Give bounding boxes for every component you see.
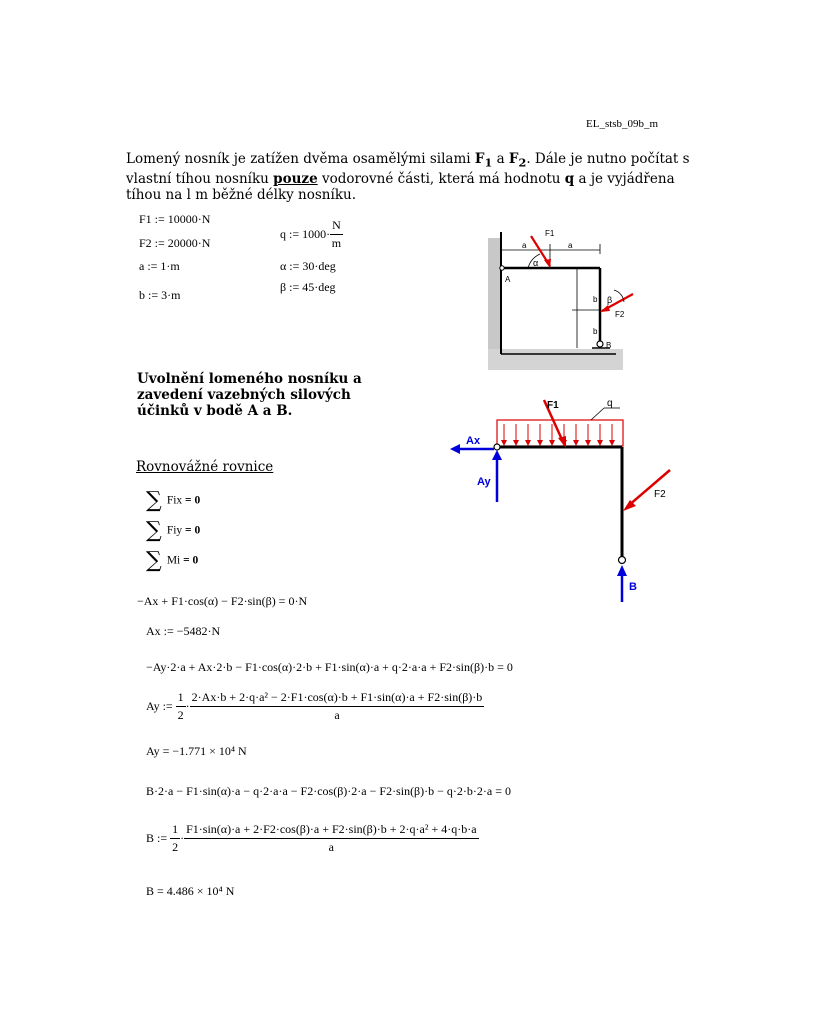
given-q	[280, 218, 343, 251]
formula-ay-den: a	[334, 708, 340, 722]
fig2-ax-head	[450, 444, 460, 454]
formula-ay-half-num: 1	[176, 690, 186, 707]
formula-b-half-num: 1	[170, 822, 180, 839]
fig1-label-a2: a	[568, 241, 573, 250]
given-q-den: m	[331, 236, 342, 250]
support-a	[500, 266, 504, 270]
release-line-3	[137, 403, 367, 419]
intro-pouze: pouze	[273, 170, 318, 187]
sum-mi	[146, 548, 198, 573]
intro-q: q	[564, 170, 575, 187]
fig1-label-b1: b	[593, 295, 598, 304]
equilibrium-heading: Rovnovážné rovnice	[136, 459, 274, 475]
equation-moment-a: −Ay·2·a + Ax·2·b − F1·cos(α)·2·b + F1·sin(α)·a + q·2·a·a + F2·sin(β)·b = 0	[146, 660, 513, 674]
sum-fix-value: = 0	[185, 494, 201, 507]
intro-f1-sub: 1	[484, 155, 493, 170]
intro-text-1: Lomený nosník je zatížen dvěma osamělými silami	[126, 151, 475, 167]
formula-b: B := $\frac{1}{2}$ · $\frac{\text{F1·sin(α)·a + 2·F2·cos(β)·a + F2·sin(β)·b + 2·q·a² + 4·q·b·a}}{a}$	[146, 822, 477, 854]
intro-paragraph	[126, 151, 698, 203]
sum-mi-symbol: ∑	[146, 548, 162, 573]
q-label-leader	[591, 408, 604, 420]
given-f2: F2 := 20000·N	[139, 236, 211, 250]
fig2-label-q: q	[607, 398, 613, 409]
fig1-label-b2: b	[593, 327, 598, 336]
release-line-3-pre: účinků v bodě	[137, 403, 248, 419]
given-b: b := 3·m	[139, 288, 181, 302]
fig2-b-head	[617, 565, 627, 576]
result-ax: Ax := −5482·N	[146, 624, 221, 638]
result-b: B = 4.486 × 10⁴ N	[146, 884, 235, 898]
sum-fiy-label: Fiy	[166, 524, 183, 537]
given-beta: β := 45·deg	[280, 280, 336, 294]
given-a: a := 1·m	[139, 259, 180, 273]
free-body-diagram	[444, 394, 684, 604]
formula-ay-num: 2·Ax·b + 2·q·a² − 2·F1·cos(α)·b + F1·sin(α)·a + F2·sin(β)·b	[190, 690, 485, 707]
fig1-f1-head	[544, 259, 551, 268]
equation-moment-b: B·2·a − F1·sin(α)·a − q·2·a·a − F2·cos(β)·2·a − F2·sin(β)·b − q·2·b·2·a = 0	[146, 784, 512, 798]
equation-x: −Ax + F1·cos(α) − F2·sin(β) = 0·N	[137, 594, 308, 608]
fig1-label-b-point: B	[606, 341, 612, 350]
formula-ay: Ay := $\frac{1}{2}$ · $\frac{\text{2·Ax·b + 2·q·a² − 2·F1·cos(α)·b + F1·sin(α)·a + F2·sin(β)·b}}{a}$	[146, 690, 483, 722]
fig2-label-f1: F1	[547, 400, 559, 411]
sum-mi-label: Mi	[166, 554, 181, 567]
sum-fix	[146, 488, 200, 513]
given-q-lhs: q := 1000·	[280, 227, 331, 241]
fig2-f2-arrow	[628, 470, 670, 506]
result-ay: Ay = −1.771 × 10⁴ N	[146, 744, 247, 758]
sum-fix-symbol: ∑	[146, 488, 162, 513]
q-load-heads	[501, 440, 615, 446]
intro-and: a	[492, 151, 509, 167]
formula-ay-half-den: 2	[177, 708, 184, 722]
fig2-label-b: B	[629, 581, 637, 593]
formula-b-num: F1·sin(α)·a + 2·F2·cos(β)·a + F2·sin(β)·b + 2·q·a² + 4·q·b·a	[184, 822, 478, 839]
intro-text-4: a je vyjádřena tíhou na l m běžné délky nosníku.	[126, 170, 675, 203]
given-q-num: N	[330, 218, 343, 235]
sum-mi-value: = 0	[183, 554, 199, 567]
fig2-label-ay: Ay	[477, 476, 491, 488]
intro-text-2: . Dále je nutno počítat s vlastní tíhou nosníku	[126, 151, 690, 187]
formula-b-half-den: 2	[172, 840, 179, 854]
fig1-f2-head	[600, 305, 610, 312]
sum-fiy-symbol: ∑	[146, 518, 162, 543]
sum-fix-label: Fix	[166, 494, 183, 507]
release-heading	[137, 371, 367, 419]
formula-b-lhs: B :=	[146, 831, 168, 845]
release-dot: .	[287, 403, 293, 419]
document-id: EL_stsb_09b_m	[586, 118, 659, 130]
release-b: B	[276, 403, 288, 419]
release-line-2: zavedení vazebných silových	[137, 387, 351, 403]
fig1-label-f1: F1	[545, 229, 555, 238]
fig2-label-ax: Ax	[466, 435, 481, 447]
fig1-label-a1: a	[522, 241, 527, 250]
fig1-label-f2: F2	[615, 310, 625, 319]
fig1-label-alpha: α	[533, 258, 539, 268]
formula-ay-lhs: Ay :=	[146, 699, 173, 713]
given-f1: F1 := 10000·N	[139, 212, 211, 226]
release-line-1: Uvolnění lomeného nosníku a	[137, 371, 362, 387]
fbd-joint-a	[494, 444, 500, 450]
intro-f2-sub: 2	[518, 155, 527, 170]
ground-shade	[488, 349, 623, 370]
q-load-arrows	[504, 424, 612, 444]
fig2-ay-head	[492, 450, 502, 460]
formula-b-den: a	[328, 840, 334, 854]
beam-schematic	[488, 224, 648, 372]
intro-text-3: vodorovné části, která má hodnotu	[317, 170, 565, 187]
given-alpha: α := 30·deg	[280, 259, 336, 273]
fig2-label-f2: F2	[654, 489, 666, 500]
fbd-joint-b	[619, 557, 626, 564]
release-a: A	[247, 403, 259, 419]
fig1-label-beta: β	[607, 295, 613, 305]
sum-fiy-value: = 0	[185, 524, 201, 537]
intro-f2: F	[508, 151, 519, 167]
intro-f1: F	[474, 151, 485, 167]
sum-fiy	[146, 518, 200, 543]
support-b	[597, 341, 603, 347]
release-and: a	[258, 403, 277, 419]
fig1-label-a-point: A	[505, 275, 511, 284]
